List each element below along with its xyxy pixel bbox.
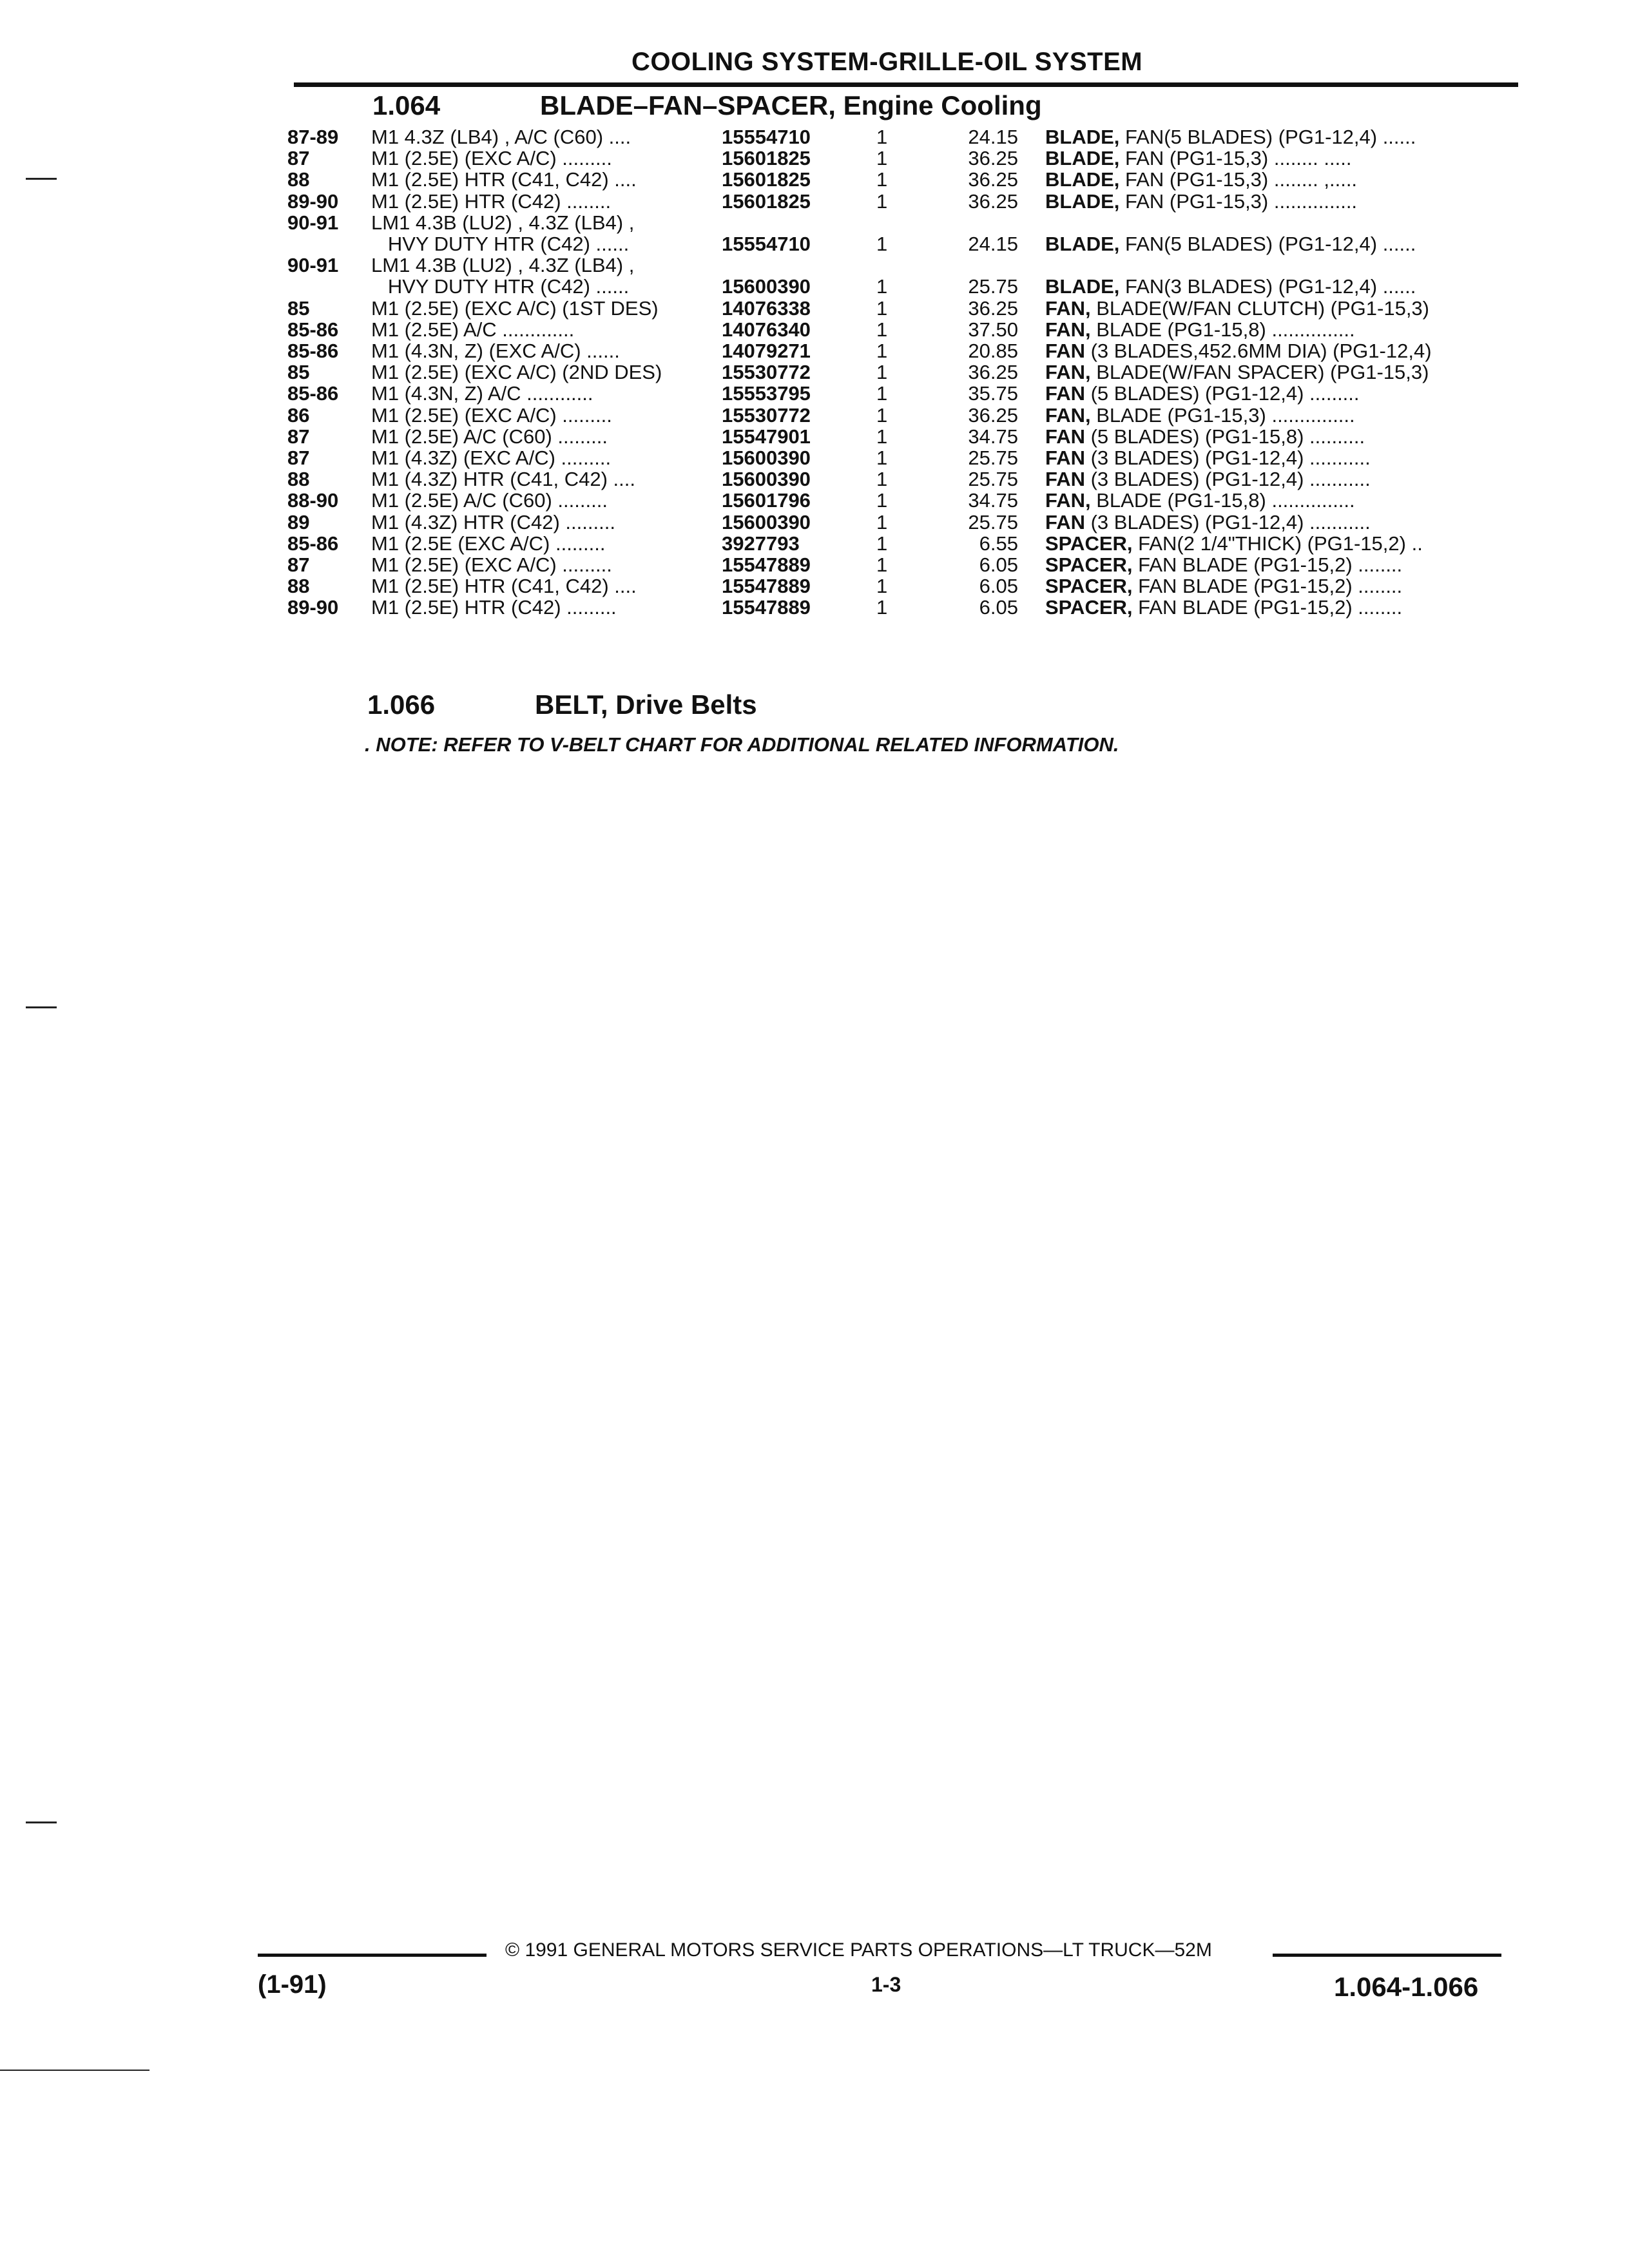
price-cell: 25.75 bbox=[968, 510, 1018, 533]
part-number-cell: 15601825 bbox=[722, 168, 811, 191]
description-keyword: FAN bbox=[1045, 425, 1085, 448]
description-text: BLADE (PG1-15,8) ............... bbox=[1090, 489, 1355, 512]
description-cell bbox=[1045, 447, 1371, 468]
table-row bbox=[0, 597, 1629, 618]
description-text: FAN BLADE (PG1-15,2) ........ bbox=[1132, 596, 1403, 619]
footer-rule-left bbox=[258, 1954, 487, 1957]
table-row bbox=[0, 126, 1629, 148]
price-cell: 25.75 bbox=[968, 275, 1018, 298]
price-cell: 24.15 bbox=[968, 126, 1018, 148]
margin-mark bbox=[26, 178, 57, 180]
margin-mark bbox=[26, 1006, 57, 1008]
description-cell bbox=[1045, 361, 1429, 383]
year-cell: 87 bbox=[287, 425, 310, 448]
price-cell: 20.85 bbox=[968, 340, 1018, 362]
description-text: BLADE(W/FAN SPACER) (PG1-15,3) bbox=[1090, 361, 1429, 384]
application-cell: M1 (2.5E) HTR (C41, C42) .... bbox=[371, 168, 637, 191]
description-cell bbox=[1045, 126, 1416, 148]
application-cell: LM1 4.3B (LU2) , 4.3Z (LB4) , bbox=[371, 254, 635, 277]
description-text: (3 BLADES) (PG1-12,4) ........... bbox=[1085, 447, 1371, 469]
year-cell: 86 bbox=[287, 403, 310, 427]
description-cell bbox=[1045, 148, 1351, 169]
application-cell: M1 (2.5E) HTR (C42) ......... bbox=[371, 596, 617, 619]
description-keyword: BLADE, bbox=[1045, 189, 1120, 213]
part-number-cell: 15554710 bbox=[722, 233, 811, 255]
table-row bbox=[0, 554, 1629, 575]
section-number: 1.064 bbox=[372, 90, 441, 120]
year-cell: 88 bbox=[287, 575, 310, 598]
footer-date-code: (1-91) bbox=[258, 1970, 327, 1999]
application-cell: M1 (2.5E (EXC A/C) ......... bbox=[371, 532, 606, 555]
application-cell: M1 (2.5E) A/C (C60) ......... bbox=[371, 489, 608, 512]
price-cell: 36.25 bbox=[968, 147, 1018, 170]
description-text: FAN (PG1-15,3) ........ ..... bbox=[1119, 147, 1352, 170]
quantity-cell: 1 bbox=[876, 575, 888, 598]
application-cell: HVY DUTY HTR (C42) ...... bbox=[371, 275, 630, 298]
price-cell: 37.50 bbox=[968, 318, 1018, 341]
description-text: (3 BLADES) (PG1-12,4) ........... bbox=[1085, 510, 1371, 533]
description-cell bbox=[1045, 405, 1355, 426]
table-row bbox=[0, 148, 1629, 169]
table-row bbox=[0, 298, 1629, 319]
part-number-cell: 15600390 bbox=[722, 275, 811, 298]
price-cell: 6.05 bbox=[979, 575, 1018, 598]
quantity-cell: 1 bbox=[876, 403, 888, 427]
year-cell: 89-90 bbox=[287, 596, 339, 619]
quantity-cell: 1 bbox=[876, 233, 888, 255]
application-cell: M1 (4.3Z) HTR (C42) ......... bbox=[371, 510, 615, 533]
table-row bbox=[0, 575, 1629, 597]
quantity-cell: 1 bbox=[876, 189, 888, 213]
price-cell: 34.75 bbox=[968, 425, 1018, 448]
application-cell: M1 (2.5E) HTR (C41, C42) .... bbox=[371, 575, 637, 598]
description-keyword: FAN, bbox=[1045, 489, 1091, 512]
footer-rule-right bbox=[1273, 1954, 1501, 1957]
description-cell bbox=[1045, 597, 1402, 618]
quantity-cell: 1 bbox=[876, 147, 888, 170]
description-cell bbox=[1045, 383, 1360, 404]
quantity-cell: 1 bbox=[876, 532, 888, 555]
description-text: FAN(3 BLADES) (PG1-12,4) ...... bbox=[1119, 275, 1416, 298]
description-keyword: SPACER, bbox=[1045, 596, 1133, 619]
application-cell: M1 4.3Z (LB4) , A/C (C60) .... bbox=[371, 126, 631, 148]
application-cell: M1 (4.3N, Z) (EXC A/C) ...... bbox=[371, 340, 620, 362]
description-text: (5 BLADES) (PG1-15,8) .......... bbox=[1085, 425, 1365, 448]
application-cell: HVY DUTY HTR (C42) ...... bbox=[371, 233, 630, 255]
quantity-cell: 1 bbox=[876, 275, 888, 298]
year-cell: 85 bbox=[287, 361, 310, 384]
quantity-cell: 1 bbox=[876, 425, 888, 448]
part-number-cell: 15601825 bbox=[722, 147, 811, 170]
description-cell bbox=[1045, 298, 1429, 319]
description-text: (5 BLADES) (PG1-12,4) ......... bbox=[1085, 382, 1360, 405]
application-cell: M1 (4.3Z) HTR (C41, C42) .... bbox=[371, 468, 635, 491]
application-cell: M1 (2.5E) (EXC A/C) ......... bbox=[371, 147, 612, 170]
quantity-cell: 1 bbox=[876, 596, 888, 619]
quantity-cell: 1 bbox=[876, 489, 888, 512]
year-cell: 88 bbox=[287, 468, 310, 491]
description-keyword: SPACER, bbox=[1045, 575, 1133, 598]
description-cell bbox=[1045, 191, 1357, 212]
year-cell: 87 bbox=[287, 447, 310, 469]
quantity-cell: 1 bbox=[876, 510, 888, 533]
quantity-cell: 1 bbox=[876, 361, 888, 384]
year-cell: 87 bbox=[287, 147, 310, 170]
price-cell: 25.75 bbox=[968, 447, 1018, 469]
table-row bbox=[0, 276, 1629, 297]
price-cell: 6.55 bbox=[979, 532, 1018, 555]
part-number-cell: 15530772 bbox=[722, 361, 811, 384]
description-cell bbox=[1045, 169, 1357, 190]
description-text: FAN BLADE (PG1-15,2) ........ bbox=[1132, 575, 1403, 598]
price-cell: 36.25 bbox=[968, 296, 1018, 320]
description-keyword: FAN bbox=[1045, 468, 1085, 491]
description-cell bbox=[1045, 490, 1355, 511]
description-cell bbox=[1045, 575, 1402, 597]
table-row bbox=[0, 255, 1629, 276]
quantity-cell: 1 bbox=[876, 382, 888, 405]
description-keyword: SPACER, bbox=[1045, 532, 1133, 555]
price-cell: 36.25 bbox=[968, 189, 1018, 213]
quantity-cell: 1 bbox=[876, 553, 888, 576]
footer-copyright: © 1991 GENERAL MOTORS SERVICE PARTS OPERATIONS—LT TRUCK—52M bbox=[505, 1939, 1212, 1961]
description-cell bbox=[1045, 233, 1416, 255]
year-cell: 88 bbox=[287, 168, 310, 191]
description-keyword: BLADE, bbox=[1045, 233, 1120, 255]
description-cell bbox=[1045, 512, 1371, 533]
description-keyword: FAN bbox=[1045, 382, 1085, 405]
description-cell bbox=[1045, 468, 1371, 490]
description-keyword: FAN, bbox=[1045, 403, 1091, 427]
description-keyword: BLADE, bbox=[1045, 168, 1120, 191]
table-row bbox=[0, 405, 1629, 426]
year-cell: 85-86 bbox=[287, 318, 339, 341]
part-number-cell: 15600390 bbox=[722, 510, 811, 533]
part-number-cell: 15547889 bbox=[722, 575, 811, 598]
table-row bbox=[0, 340, 1629, 361]
description-text: BLADE (PG1-15,3) ............... bbox=[1090, 403, 1355, 427]
description-text: FAN(2 1/4"THICK) (PG1-15,2) .. bbox=[1132, 532, 1423, 555]
year-cell: 89 bbox=[287, 510, 310, 533]
quantity-cell: 1 bbox=[876, 340, 888, 362]
header-rule bbox=[294, 82, 1518, 87]
description-text: BLADE(W/FAN CLUTCH) (PG1-15,3) bbox=[1090, 296, 1429, 320]
year-cell: 85-86 bbox=[287, 532, 339, 555]
table-row bbox=[0, 533, 1629, 554]
quantity-cell: 1 bbox=[876, 168, 888, 191]
description-text: FAN(5 BLADES) (PG1-12,4) ...... bbox=[1119, 126, 1416, 148]
application-cell: M1 (2.5E) A/C ............. bbox=[371, 318, 575, 341]
application-cell: M1 (4.3N, Z) A/C ............ bbox=[371, 382, 593, 405]
description-cell bbox=[1045, 319, 1355, 340]
year-cell: 90-91 bbox=[287, 254, 339, 277]
quantity-cell: 1 bbox=[876, 296, 888, 320]
price-cell: 6.05 bbox=[979, 596, 1018, 619]
application-cell: M1 (2.5E) (EXC A/C) ......... bbox=[371, 403, 612, 427]
description-text: FAN(5 BLADES) (PG1-12,4) ...... bbox=[1119, 233, 1416, 255]
margin-mark bbox=[0, 2070, 149, 2071]
table-row bbox=[0, 512, 1629, 533]
part-number-cell: 15547901 bbox=[722, 425, 811, 448]
table-row bbox=[0, 447, 1629, 468]
part-number-cell: 15600390 bbox=[722, 468, 811, 491]
year-cell: 85 bbox=[287, 296, 310, 320]
part-number-cell: 3927793 bbox=[722, 532, 800, 555]
year-cell: 87-89 bbox=[287, 126, 339, 148]
description-cell bbox=[1045, 533, 1423, 554]
year-cell: 85-86 bbox=[287, 382, 339, 405]
footer-page-number: 1-3 bbox=[871, 1973, 901, 1996]
description-keyword: FAN, bbox=[1045, 318, 1091, 341]
price-cell: 35.75 bbox=[968, 382, 1018, 405]
description-keyword: FAN bbox=[1045, 447, 1085, 469]
application-cell: M1 (2.5E) (EXC A/C) (1ST DES) bbox=[371, 296, 659, 320]
description-text: (3 BLADES,452.6MM DIA) (PG1-12,4) bbox=[1085, 340, 1432, 362]
table-row bbox=[0, 468, 1629, 490]
description-text: BLADE (PG1-15,8) ............... bbox=[1090, 318, 1355, 341]
year-cell: 85-86 bbox=[287, 340, 339, 362]
part-number-cell: 14076340 bbox=[722, 318, 811, 341]
description-keyword: FAN, bbox=[1045, 296, 1091, 320]
price-cell: 36.25 bbox=[968, 168, 1018, 191]
part-number-cell: 15547889 bbox=[722, 553, 811, 576]
part-number-cell: 15601796 bbox=[722, 489, 811, 512]
page-header-title: COOLING SYSTEM-GRILLE-OIL SYSTEM bbox=[631, 48, 1143, 76]
description-text: FAN BLADE (PG1-15,2) ........ bbox=[1132, 553, 1403, 576]
application-cell: M1 (2.5E) A/C (C60) ......... bbox=[371, 425, 608, 448]
description-keyword: FAN, bbox=[1045, 361, 1091, 384]
section-number: 1.066 bbox=[367, 689, 436, 720]
description-cell bbox=[1045, 426, 1365, 447]
section-title: BLADE–FAN–SPACER, Engine Cooling bbox=[540, 90, 1042, 120]
footer-section-range: 1.064-1.066 bbox=[1334, 1972, 1479, 2002]
table-row bbox=[0, 191, 1629, 212]
table-row bbox=[0, 426, 1629, 447]
price-cell: 34.75 bbox=[968, 489, 1018, 512]
part-number-cell: 15547889 bbox=[722, 596, 811, 619]
price-cell: 36.25 bbox=[968, 403, 1018, 427]
table-row bbox=[0, 319, 1629, 340]
price-cell: 6.05 bbox=[979, 553, 1018, 576]
description-text: FAN (PG1-15,3) ........ ,..... bbox=[1119, 168, 1358, 191]
year-cell: 88-90 bbox=[287, 489, 339, 512]
table-row bbox=[0, 383, 1629, 404]
description-text: (3 BLADES) (PG1-12,4) ........... bbox=[1085, 468, 1371, 491]
table-row bbox=[0, 361, 1629, 383]
application-cell: M1 (2.5E) (EXC A/C) ......... bbox=[371, 553, 612, 576]
year-cell: 90-91 bbox=[287, 211, 339, 234]
price-cell: 36.25 bbox=[968, 361, 1018, 384]
table-row bbox=[0, 169, 1629, 190]
application-cell: M1 (4.3Z) (EXC A/C) ......... bbox=[371, 447, 612, 469]
description-keyword: BLADE, bbox=[1045, 126, 1120, 148]
section-title: BELT, Drive Belts bbox=[535, 689, 757, 720]
description-keyword: FAN bbox=[1045, 510, 1085, 533]
description-cell bbox=[1045, 554, 1402, 575]
part-number-cell: 15600390 bbox=[722, 447, 811, 469]
description-text: FAN (PG1-15,3) ............... bbox=[1119, 189, 1358, 213]
description-cell bbox=[1045, 340, 1432, 361]
table-row bbox=[0, 490, 1629, 511]
quantity-cell: 1 bbox=[876, 447, 888, 469]
part-number-cell: 14076338 bbox=[722, 296, 811, 320]
description-keyword: FAN bbox=[1045, 340, 1085, 362]
application-cell: M1 (2.5E) HTR (C42) ........ bbox=[371, 189, 612, 213]
quantity-cell: 1 bbox=[876, 468, 888, 491]
section-note: . NOTE: REFER TO V-BELT CHART FOR ADDITIONAL RELATED INFORMATION. bbox=[365, 733, 1119, 756]
year-cell: 89-90 bbox=[287, 189, 339, 213]
part-number-cell: 14079271 bbox=[722, 340, 811, 362]
year-cell: 87 bbox=[287, 553, 310, 576]
table-row bbox=[0, 233, 1629, 255]
table-row bbox=[0, 212, 1629, 233]
description-keyword: BLADE, bbox=[1045, 147, 1120, 170]
description-keyword: BLADE, bbox=[1045, 275, 1120, 298]
application-cell: LM1 4.3B (LU2) , 4.3Z (LB4) , bbox=[371, 211, 635, 234]
part-number-cell: 15530772 bbox=[722, 403, 811, 427]
quantity-cell: 1 bbox=[876, 126, 888, 148]
price-cell: 25.75 bbox=[968, 468, 1018, 491]
margin-mark bbox=[26, 1821, 57, 1823]
part-number-cell: 15601825 bbox=[722, 189, 811, 213]
part-number-cell: 15554710 bbox=[722, 126, 811, 148]
description-cell bbox=[1045, 276, 1416, 297]
description-keyword: SPACER, bbox=[1045, 553, 1133, 576]
quantity-cell: 1 bbox=[876, 318, 888, 341]
application-cell: M1 (2.5E) (EXC A/C) (2ND DES) bbox=[371, 361, 662, 384]
price-cell: 24.15 bbox=[968, 233, 1018, 255]
part-number-cell: 15553795 bbox=[722, 382, 811, 405]
